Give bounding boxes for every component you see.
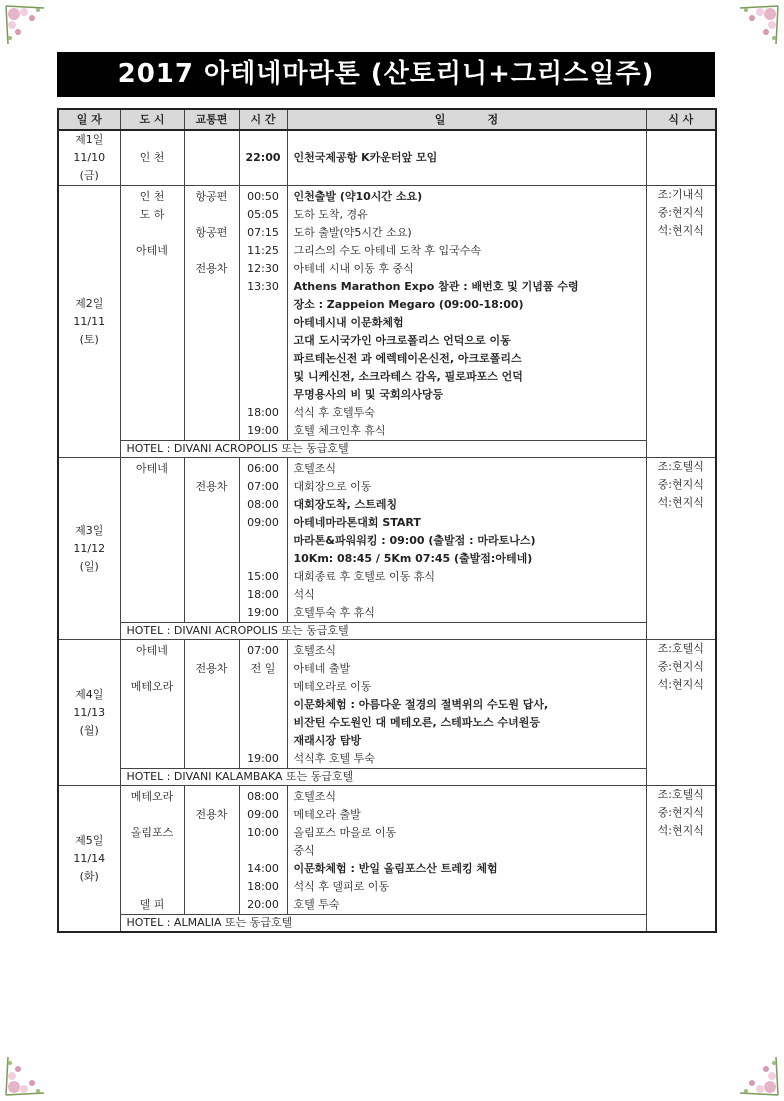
city-name <box>121 314 184 332</box>
meal-item: 조:호텔식 <box>657 788 704 801</box>
transport-cell <box>184 640 239 769</box>
day-cell <box>58 640 120 786</box>
time-value: 09:00 <box>247 516 279 529</box>
time-value: 07:00 <box>247 644 279 657</box>
time-value: 19:00 <box>247 424 279 437</box>
city-name <box>121 296 184 314</box>
schedule-item: 비잔틴 수도원인 대 메테오른, 스테파노스 수녀원등 <box>293 716 540 729</box>
day-label: 제4일 <box>75 687 104 701</box>
day-label: 11/13 <box>73 705 106 719</box>
city-name <box>121 386 184 404</box>
table-header-row <box>58 109 716 130</box>
schedule-item: 석식 후 호텔투숙 <box>293 406 375 419</box>
transport-cell <box>184 786 239 915</box>
time-value: 10:00 <box>247 826 279 839</box>
time-value <box>240 696 287 714</box>
day-label: 제2일 <box>75 296 104 310</box>
city-name <box>121 568 184 586</box>
meal-item: 석:현지식 <box>657 678 704 691</box>
floral-corner-icon <box>4 4 50 50</box>
transport-label <box>185 332 239 350</box>
schedule-item: 재래시장 탐방 <box>293 734 362 747</box>
transport-label <box>185 750 239 768</box>
city-name <box>121 806 184 824</box>
time-value: 07:00 <box>247 480 279 493</box>
hotel-info: HOTEL : ALMALIA 또는 동급호텔 <box>120 915 646 933</box>
city-name: 델 피 <box>139 898 165 911</box>
meal-item: 중:현지식 <box>657 660 704 673</box>
meal-item: 석:현지식 <box>657 496 704 509</box>
city-name <box>121 878 184 896</box>
time-value <box>240 386 287 404</box>
day-row <box>58 130 716 186</box>
day-row <box>58 640 716 769</box>
page-title: 2017 아테네마라톤 (산토리니+그리스일주) <box>57 52 715 97</box>
time-value <box>240 732 287 750</box>
meal-item: 조:호텔식 <box>657 460 704 473</box>
transport-label <box>185 422 239 440</box>
transport-label <box>185 860 239 878</box>
city-name <box>121 278 184 296</box>
city-name <box>121 478 184 496</box>
schedule-item: 10Km: 08:45 / 5Km 07:45 (출발점:아테네) <box>293 552 533 565</box>
time-value: 14:00 <box>247 862 279 875</box>
transport-label <box>185 678 239 696</box>
meal-item: 석:현지식 <box>657 824 704 837</box>
day-label: (금) <box>79 169 99 182</box>
header-meal: 식 사 <box>646 109 716 130</box>
city-name: 인 천 <box>139 151 165 164</box>
time-cell <box>239 640 287 769</box>
day-label: 11/11 <box>73 314 106 328</box>
hotel-info: HOTEL : DIVANI ACROPOLIS 또는 동급호텔 <box>120 623 646 640</box>
city-name <box>121 532 184 550</box>
city-name: 아테네 <box>136 462 168 475</box>
transport-label <box>185 149 239 167</box>
city-name <box>121 586 184 604</box>
schedule-item: 도하 도착, 경유 <box>293 208 368 221</box>
schedule-item: 호텔조식 <box>293 644 337 657</box>
day-label: (토) <box>79 332 99 346</box>
schedule-item: 중식 <box>293 844 315 857</box>
time-value: 19:00 <box>247 752 279 765</box>
schedule-item: 대회종료 후 호텔로 이동 휴식 <box>293 570 435 583</box>
city-name <box>121 350 184 368</box>
transport-label: 전용차 <box>195 808 228 821</box>
floral-corner-icon <box>734 4 780 50</box>
schedule-item: 이문화체험 : 반일 올림포스산 트레킹 체험 <box>293 862 498 875</box>
schedule-cell <box>287 186 646 441</box>
day-label: 제3일 <box>75 523 104 537</box>
schedule-cell <box>287 130 646 186</box>
day-label: 제1일 <box>75 133 104 146</box>
city-name <box>121 224 184 242</box>
city-name <box>121 368 184 386</box>
schedule-item: 및 니케신전, 소크라테스 감옥, 필로파포스 언덕 <box>293 370 523 383</box>
transport-label <box>185 842 239 860</box>
city-name: 올림포스 <box>130 826 174 839</box>
transport-label <box>185 386 239 404</box>
city-name: 메테오라 <box>130 790 174 803</box>
schedule-item: 아테네마라톤대회 START <box>293 516 421 529</box>
schedule-item: 아테네 출발 <box>293 662 351 675</box>
transport-label <box>185 586 239 604</box>
transport-label: 항공편 <box>195 226 228 239</box>
schedule-item: 도하 출발(약5시간 소요) <box>293 226 412 239</box>
city-name <box>121 714 184 732</box>
schedule-item: 이문화체험 : 아름다운 절경의 절벽위의 수도원 답사, <box>293 698 549 711</box>
time-value: 08:00 <box>247 498 279 511</box>
time-value: 06:00 <box>247 462 279 475</box>
schedule-item: 메테오라 출발 <box>293 808 361 821</box>
time-value <box>240 678 287 696</box>
meal-item: 석:현지식 <box>657 224 704 237</box>
city-name <box>121 260 184 278</box>
time-value: 13:30 <box>247 280 279 293</box>
day-label: (일) <box>79 559 99 573</box>
city-name: 아테네 <box>136 244 168 257</box>
day-label: (월) <box>79 723 99 737</box>
city-name: 도 하 <box>139 208 165 221</box>
meal-item: 중:현지식 <box>657 806 704 819</box>
hotel-row <box>58 769 716 786</box>
transport-label <box>185 296 239 314</box>
transport-label <box>185 824 239 842</box>
time-value: 18:00 <box>247 406 279 419</box>
transport-label <box>185 496 239 514</box>
time-value: 12:30 <box>247 262 279 275</box>
header-time: 시 간 <box>239 109 287 130</box>
transport-label <box>185 732 239 750</box>
schedule-item: 호텔조식 <box>293 462 337 475</box>
transport-label <box>185 568 239 586</box>
day-cell <box>58 458 120 640</box>
schedule-item: 호텔투숙 후 휴식 <box>293 606 375 619</box>
meal-cell <box>646 786 716 933</box>
transport-label <box>185 514 239 532</box>
meal-cell <box>646 640 716 786</box>
transport-label <box>185 642 239 660</box>
city-name: 아테네 <box>136 644 168 657</box>
city-name <box>121 860 184 878</box>
city-name <box>121 332 184 350</box>
transport-label <box>185 404 239 422</box>
floral-corner-icon <box>4 1051 50 1097</box>
city-name: 메테오라 <box>130 680 174 693</box>
transport-label: 전용차 <box>195 262 228 275</box>
day-label: (화) <box>79 869 99 883</box>
time-value: 20:00 <box>247 898 279 911</box>
city-cell <box>120 640 184 769</box>
meal-cell <box>646 130 716 186</box>
schedule-cell <box>287 640 646 769</box>
hotel-row <box>58 441 716 458</box>
city-name <box>121 422 184 440</box>
schedule-item: 올림포스 마을로 이동 <box>293 826 397 839</box>
city-name <box>121 496 184 514</box>
transport-label: 전용차 <box>195 662 228 675</box>
transport-label <box>185 314 239 332</box>
city-name <box>121 842 184 860</box>
schedule-item: 인천출발 (약10시간 소요) <box>293 190 423 203</box>
time-value: 18:00 <box>247 880 279 893</box>
meal-item: 조:기내식 <box>657 188 704 201</box>
time-value <box>240 314 287 332</box>
transport-label <box>185 350 239 368</box>
transport-label <box>185 604 239 622</box>
schedule-cell <box>287 786 646 915</box>
time-cell <box>239 786 287 915</box>
transport-label <box>185 550 239 568</box>
time-value <box>240 296 287 314</box>
time-value <box>240 842 287 860</box>
schedule-item: 인천국제공항 K카운터앞 모임 <box>293 151 438 164</box>
hotel-info: HOTEL : DIVANI ACROPOLIS 또는 동급호텔 <box>120 441 646 458</box>
time-cell <box>239 130 287 186</box>
transport-cell <box>184 186 239 441</box>
transport-cell <box>184 130 239 186</box>
city-name <box>121 750 184 768</box>
schedule-item: 석식후 호텔 투숙 <box>293 752 375 765</box>
city-name <box>121 660 184 678</box>
city-name <box>121 732 184 750</box>
schedule-item: 호텔조식 <box>293 790 337 803</box>
time-value <box>240 350 287 368</box>
schedule-item: 호텔 투숙 <box>293 898 340 911</box>
transport-label: 전용차 <box>195 480 228 493</box>
schedule-item: 고대 도시국가인 아크로폴리스 언덕으로 이동 <box>293 334 511 347</box>
transport-label <box>185 460 239 478</box>
time-value: 18:00 <box>247 588 279 601</box>
schedule-item: 대회장도착, 스트레칭 <box>293 498 398 511</box>
header-city: 도 시 <box>120 109 184 130</box>
header-schedule: 일 정 <box>287 109 646 130</box>
schedule-item: 마라톤&파워워킹 : 09:00 (출발점 : 마라토나스) <box>293 534 536 547</box>
header-day: 일 자 <box>58 109 120 130</box>
header-transport: 교통편 <box>184 109 239 130</box>
schedule-item: Athens Marathon Expo 참관 : 배번호 및 기념품 수령 <box>293 280 579 293</box>
day-label: 11/12 <box>73 541 106 555</box>
schedule-cell <box>287 458 646 623</box>
city-cell <box>120 458 184 623</box>
time-value <box>240 714 287 732</box>
schedule-item: 석식 후 델피로 이동 <box>293 880 389 893</box>
transport-label <box>185 206 239 224</box>
transport-label <box>185 696 239 714</box>
day-label: 11/14 <box>73 851 106 865</box>
transport-label <box>185 714 239 732</box>
floral-corner-icon <box>734 1051 780 1097</box>
hotel-row <box>58 915 716 933</box>
day-row <box>58 458 716 623</box>
time-value: 08:00 <box>247 790 279 803</box>
city-name: 인 천 <box>139 190 165 203</box>
hotel-row <box>58 623 716 640</box>
schedule-item: 호텔 체크인후 휴식 <box>293 424 386 437</box>
time-value <box>240 368 287 386</box>
day-cell <box>58 130 120 186</box>
transport-label <box>185 242 239 260</box>
time-value <box>240 532 287 550</box>
transport-label <box>185 878 239 896</box>
meal-item: 중:현지식 <box>657 206 704 219</box>
schedule-item: 파르테논신전 과 에렉테이온신전, 아크로폴리스 <box>293 352 522 365</box>
city-cell <box>120 186 184 441</box>
city-name <box>121 404 184 422</box>
city-cell <box>120 786 184 915</box>
meal-cell <box>646 186 716 458</box>
day-cell <box>58 186 120 458</box>
city-name <box>121 604 184 622</box>
time-value: 전 일 <box>250 662 276 675</box>
time-cell <box>239 458 287 623</box>
day-row <box>58 186 716 441</box>
city-name <box>121 550 184 568</box>
day-label: 11/10 <box>73 151 106 164</box>
time-value: 09:00 <box>247 808 279 821</box>
day-row <box>58 786 716 915</box>
time-value <box>240 550 287 568</box>
time-value <box>240 332 287 350</box>
time-value: 00:50 <box>247 190 279 203</box>
meal-item: 조:호텔식 <box>657 642 704 655</box>
schedule-item: 메테오라로 이동 <box>293 680 372 693</box>
hotel-info: HOTEL : DIVANI KALAMBAKA 또는 동급호텔 <box>120 769 646 786</box>
schedule-item: 석식 <box>293 588 315 601</box>
city-name <box>121 696 184 714</box>
time-value: 19:00 <box>247 606 279 619</box>
schedule-item: 그리스의 수도 아테네 도착 후 입국수속 <box>293 244 481 257</box>
city-name <box>121 514 184 532</box>
time-value: 15:00 <box>247 570 279 583</box>
schedule-item: 장소 : Zappeion Megaro (09:00-18:00) <box>293 298 524 311</box>
transport-label: 항공편 <box>195 190 228 203</box>
schedule-item: 대회장으로 이동 <box>293 480 372 493</box>
transport-label <box>185 532 239 550</box>
schedule-item: 무명용사의 비 및 국회의사당등 <box>293 388 444 401</box>
transport-label <box>185 788 239 806</box>
day-cell <box>58 786 120 933</box>
time-value: 22:00 <box>245 151 281 164</box>
meal-item: 중:현지식 <box>657 478 704 491</box>
city-cell <box>120 130 184 186</box>
itinerary-body <box>58 130 716 932</box>
time-cell <box>239 186 287 441</box>
transport-label <box>185 896 239 914</box>
itinerary-table <box>57 108 717 933</box>
time-value: 07:15 <box>247 226 279 239</box>
transport-label <box>185 278 239 296</box>
transport-cell <box>184 458 239 623</box>
schedule-item: 아테네시내 이문화체험 <box>293 316 404 329</box>
schedule-item: 아테네 시내 이동 후 중식 <box>293 262 414 275</box>
day-label: 제5일 <box>75 833 104 847</box>
time-value: 05:05 <box>247 208 279 221</box>
time-value: 11:25 <box>247 244 279 257</box>
meal-cell <box>646 458 716 640</box>
transport-label <box>185 368 239 386</box>
